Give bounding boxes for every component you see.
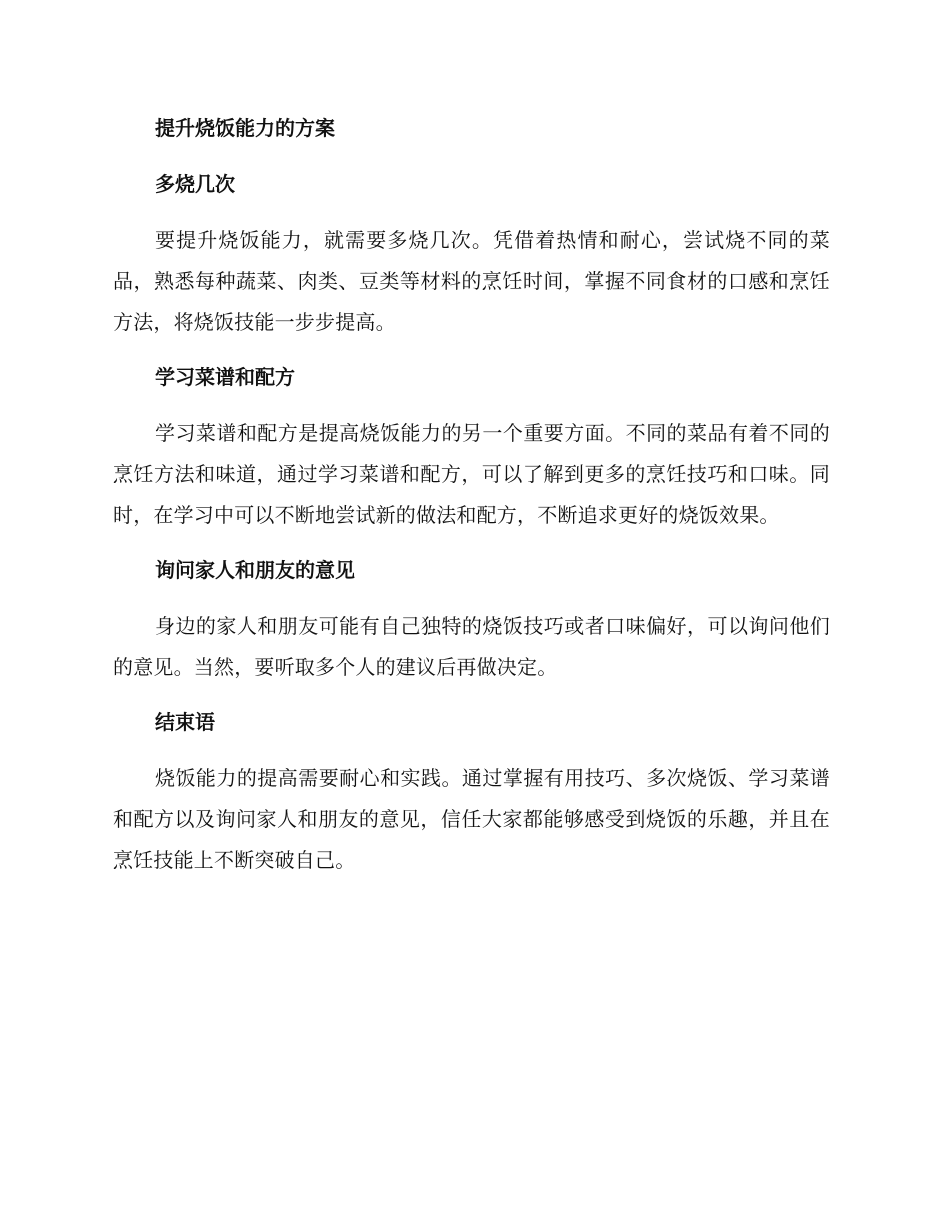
section-paragraph: 身边的家人和朋友可能有自己独特的烧饭技巧或者口味偏好，可以询问他们的意见。当然，要听取多个人的建议后再做决定。 <box>113 614 830 679</box>
section-advice <box>113 550 830 688</box>
section-conclusion <box>113 702 830 881</box>
section-practice <box>113 164 830 343</box>
section-heading: 多烧几次 <box>155 172 235 196</box>
section-recipes <box>113 357 830 536</box>
section-heading: 结束语 <box>155 710 215 734</box>
section-heading: 询问家人和朋友的意见 <box>155 558 355 582</box>
document-title: 提升烧饭能力的方案 <box>155 116 335 140</box>
section-paragraph: 烧饭能力的提高需要耐心和实践。通过掌握有用技巧、多次烧饭、学习菜谱和配方以及询问家人和朋友的意见，信任大家都能够感受到烧饭的乐趣，并且在烹饪技能上不断突破自己。 <box>113 766 830 872</box>
section-paragraph: 学习菜谱和配方是提高烧饭能力的另一个重要方面。不同的菜品有着不同的烹饪方法和味道，通过学习菜谱和配方，可以了解到更多的烹饪技巧和口味。同时，在学习中可以不断地尝试新的做法和配方，不断追求更好的烧饭效果。 <box>113 421 830 527</box>
section-paragraph: 要提升烧饭能力，就需要多烧几次。凭借着热情和耐心，尝试烧不同的菜品，熟悉每种蔬菜、肉类、豆类等材料的烹饪时间，掌握不同食材的口感和烹饪方法，将烧饭技能一步步提高。 <box>113 228 830 334</box>
section-heading: 学习菜谱和配方 <box>155 365 295 389</box>
